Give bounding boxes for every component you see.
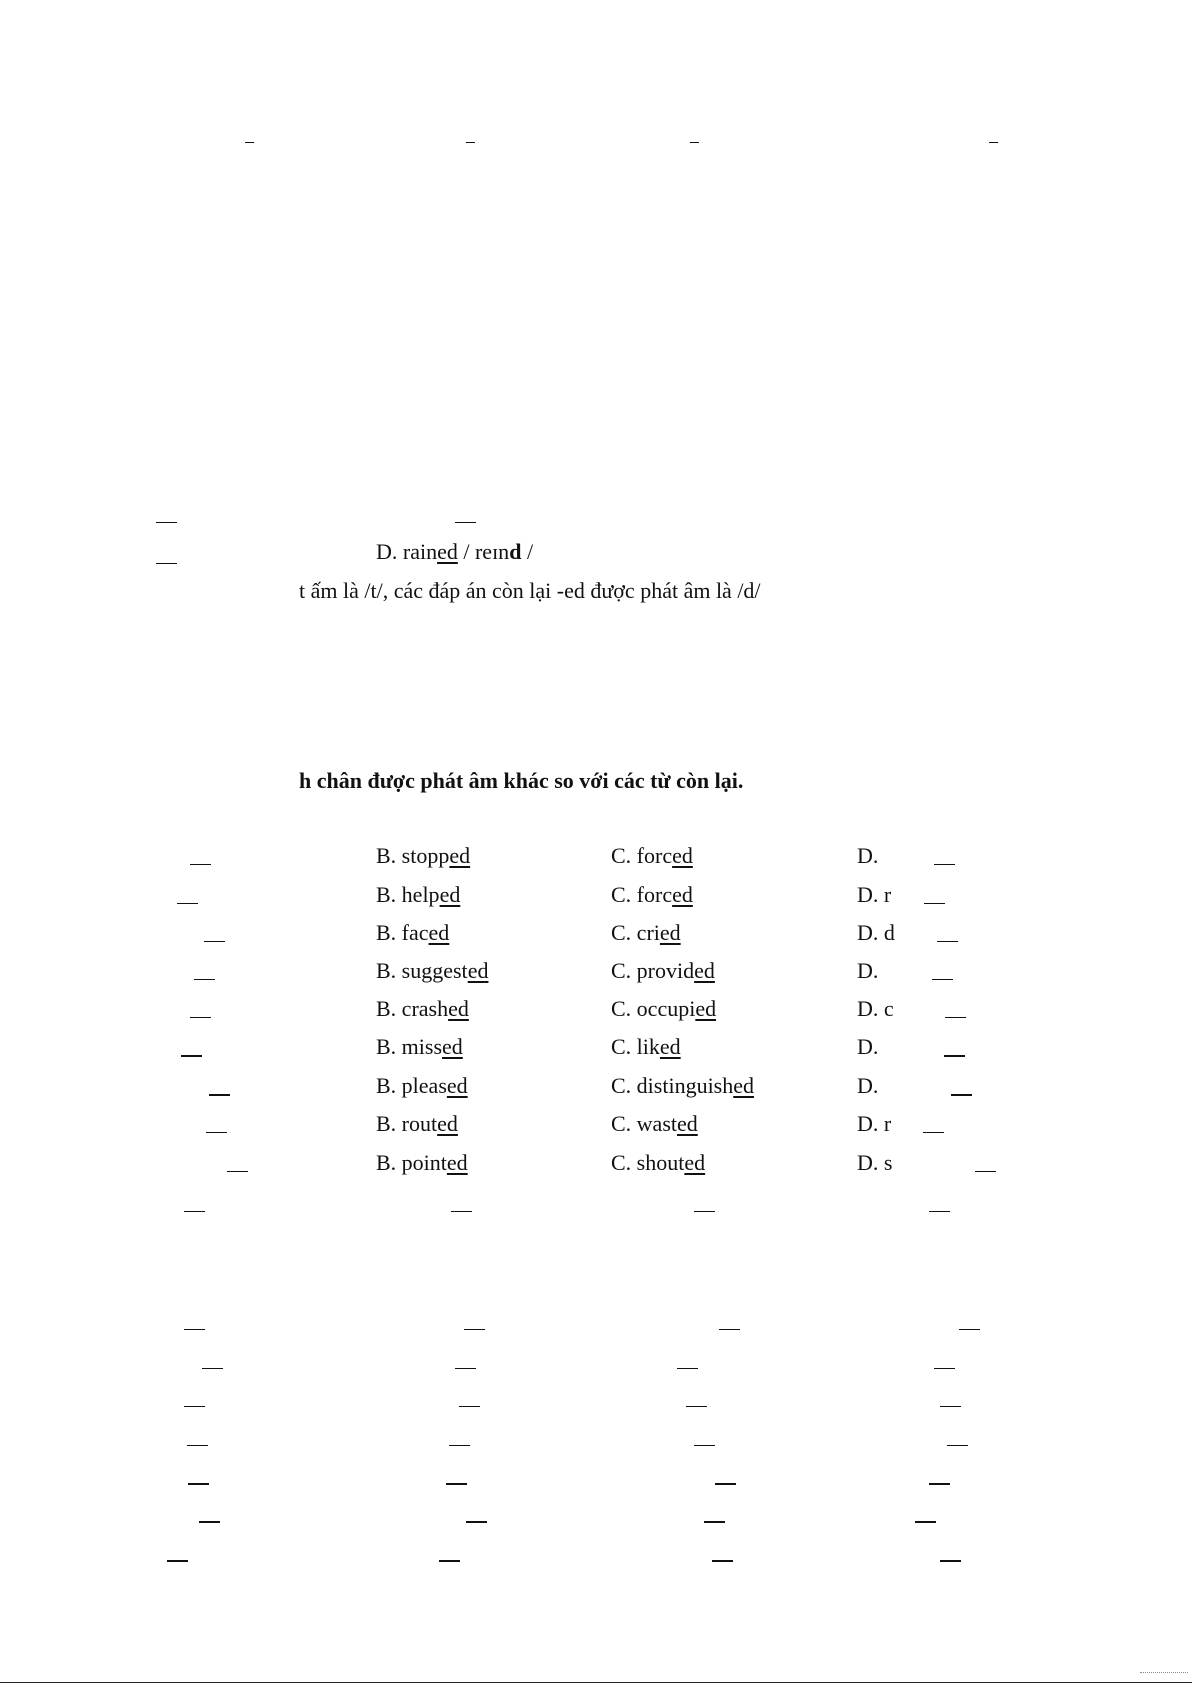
underline-mark <box>455 522 476 523</box>
underline-mark <box>181 1055 202 1057</box>
exercise-instruction: h chân được phát âm khác so với các từ còn lại. <box>299 768 744 793</box>
option-b: B. missed <box>376 1034 463 1059</box>
underline-mark <box>715 1483 736 1485</box>
transcription-part-2: / <box>521 539 534 564</box>
footer-mark <box>1140 1672 1188 1679</box>
underline-mark <box>951 1094 972 1096</box>
option-c: C. forced <box>611 843 693 868</box>
option-d: D. s <box>857 1150 893 1175</box>
underline-mark <box>190 864 211 865</box>
answer-option-d-label: D. rain <box>376 539 438 564</box>
option-c: C. wasted <box>611 1111 698 1136</box>
footer-divider <box>0 1682 1192 1683</box>
transcription-bold: d <box>509 539 522 564</box>
option-b: B. helped <box>376 882 461 907</box>
underline-mark <box>184 1406 205 1407</box>
underline-mark <box>209 1094 230 1096</box>
option-d: D. <box>857 843 879 868</box>
underline-mark <box>677 1368 698 1369</box>
underline-mark <box>464 1329 485 1330</box>
underline-mark <box>929 1211 950 1212</box>
underline-mark <box>694 1445 715 1446</box>
option-d: D. r <box>857 1111 892 1136</box>
underline-mark <box>184 1329 205 1330</box>
underline-mark <box>451 1211 472 1212</box>
underline-mark <box>202 1368 223 1369</box>
underline-mark <box>156 522 177 523</box>
underline-mark <box>944 1055 965 1057</box>
option-d: D. r <box>857 882 892 907</box>
option-d: D. c <box>857 996 894 1021</box>
underline-mark <box>455 1368 476 1369</box>
option-b: B. faced <box>376 920 450 945</box>
option-b: B. suggested <box>376 958 489 983</box>
option-c: C. forced <box>611 882 693 907</box>
underline-mark <box>686 1406 707 1407</box>
underline-mark <box>466 1521 487 1523</box>
option-d: D. <box>857 1073 879 1098</box>
option-d: D. d <box>857 920 895 945</box>
option-d: D. <box>857 958 879 983</box>
underline-mark <box>712 1560 733 1562</box>
underline-mark <box>929 1483 950 1485</box>
option-b: B. stopped <box>376 843 471 868</box>
option-d: D. <box>857 1034 879 1059</box>
underline-mark <box>924 903 945 904</box>
underline-mark <box>690 142 699 143</box>
transcription-part-1: / reɪn <box>457 539 510 564</box>
underline-mark <box>947 1445 968 1446</box>
underline-mark <box>934 864 955 865</box>
underline-mark <box>449 1445 470 1446</box>
underline-mark <box>188 1483 209 1485</box>
answer-option-d <box>376 539 533 565</box>
underline-mark <box>934 1368 955 1369</box>
underline-mark <box>940 1406 961 1407</box>
option-c: C. provided <box>611 958 715 983</box>
underline-mark <box>466 142 475 143</box>
option-b: B. crashed <box>376 996 469 1021</box>
option-c: C. liked <box>611 1034 681 1059</box>
underline-mark <box>156 563 177 564</box>
option-c: C. occupied <box>611 996 717 1021</box>
option-c: C. distinguished <box>611 1073 755 1098</box>
underline-mark <box>227 1171 248 1172</box>
underline-mark <box>459 1406 480 1407</box>
answer-option-d-ending: ed <box>437 539 458 564</box>
underline-mark <box>915 1521 936 1523</box>
underline-mark <box>167 1560 188 1562</box>
underline-mark <box>204 941 225 942</box>
underline-mark <box>932 979 953 980</box>
underline-mark <box>937 941 958 942</box>
underline-mark <box>177 903 198 904</box>
option-b: B. routed <box>376 1111 458 1136</box>
underline-mark <box>446 1483 467 1485</box>
underline-mark <box>694 1211 715 1212</box>
option-c: C. shouted <box>611 1150 706 1175</box>
answer-explanation: t ấm là /t/, các đáp án còn lại -ed được phát âm là /d/ <box>299 578 761 603</box>
underline-mark <box>245 142 254 143</box>
underline-mark <box>940 1560 961 1562</box>
underline-mark <box>704 1521 725 1523</box>
underline-mark <box>719 1329 740 1330</box>
underline-mark <box>187 1445 208 1446</box>
question-row <box>376 843 470 869</box>
underline-mark <box>206 1132 227 1133</box>
underline-mark <box>184 1211 205 1212</box>
underline-mark <box>923 1132 944 1133</box>
underline-mark <box>945 1017 966 1018</box>
underline-mark <box>439 1560 460 1562</box>
option-b: B. pointed <box>376 1150 468 1175</box>
underline-mark <box>199 1521 220 1523</box>
underline-mark <box>194 979 215 980</box>
underline-mark <box>989 142 998 143</box>
underline-mark <box>190 1017 211 1018</box>
underline-mark <box>975 1171 996 1172</box>
underline-mark <box>959 1329 980 1330</box>
option-b: B. pleased <box>376 1073 468 1098</box>
option-c: C. cried <box>611 920 681 945</box>
